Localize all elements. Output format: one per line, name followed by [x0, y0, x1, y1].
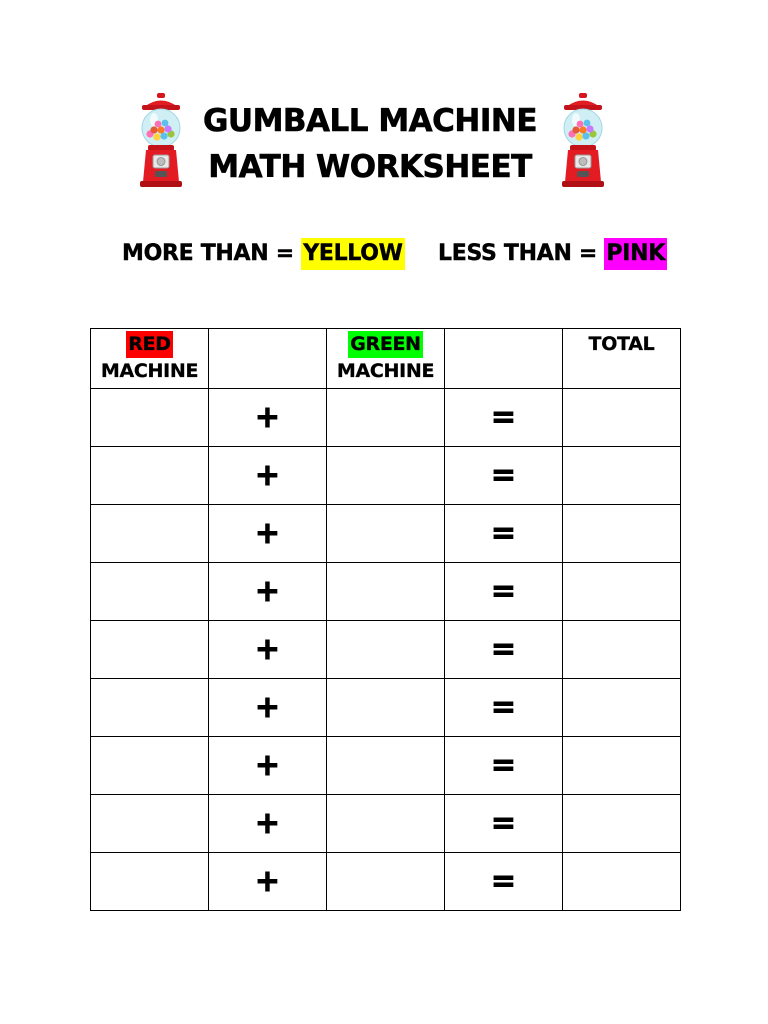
red-answer-cell[interactable] [91, 679, 209, 737]
green-answer-cell[interactable] [327, 737, 445, 795]
equals-sign [445, 447, 563, 505]
plus-sign [209, 795, 327, 853]
plus-sign-glyph: + [254, 515, 281, 551]
equals-sign-glyph: = [490, 573, 517, 609]
green-answer-cell[interactable] [327, 853, 445, 911]
total-answer-cell[interactable] [563, 795, 681, 853]
header-green-word: GREEN [348, 331, 423, 358]
table-row [91, 679, 681, 737]
equals-sign [445, 389, 563, 447]
worksheet-title [190, 98, 550, 190]
title-line-2: MATH WORKSHEET [208, 149, 532, 185]
legend-less-color-word: PINK [604, 238, 667, 270]
table-row [91, 853, 681, 911]
green-answer-cell[interactable] [327, 563, 445, 621]
equals-sign [445, 679, 563, 737]
equals-sign [445, 505, 563, 563]
red-answer-cell[interactable] [91, 621, 209, 679]
header-green-line2: MACHINE [336, 360, 435, 382]
equals-sign-glyph: = [490, 863, 517, 899]
plus-sign-glyph: + [254, 399, 281, 435]
plus-sign [209, 505, 327, 563]
green-answer-cell[interactable] [327, 795, 445, 853]
total-answer-cell[interactable] [563, 447, 681, 505]
total-answer-cell[interactable] [563, 621, 681, 679]
header-red-word: RED [126, 331, 172, 358]
table-row [91, 621, 681, 679]
red-answer-cell[interactable] [91, 795, 209, 853]
plus-sign [209, 853, 327, 911]
total-answer-cell[interactable] [563, 389, 681, 447]
plus-sign [209, 563, 327, 621]
plus-sign-glyph: + [254, 863, 281, 899]
total-answer-cell[interactable] [563, 505, 681, 563]
header-blank-1 [209, 329, 327, 389]
green-answer-cell[interactable] [327, 621, 445, 679]
equals-sign-glyph: = [490, 805, 517, 841]
equals-sign [445, 853, 563, 911]
legend-more-color-word: YELLOW [301, 238, 404, 270]
header-green-machine [327, 329, 445, 389]
table-row [91, 389, 681, 447]
red-answer-cell[interactable] [91, 853, 209, 911]
equals-sign-glyph: = [490, 515, 517, 551]
legend-less-than [438, 238, 667, 270]
gumball-machine-left-icon [136, 92, 186, 188]
header-total-label: TOTAL [588, 333, 655, 355]
equals-sign-glyph: = [490, 399, 517, 435]
plus-sign [209, 621, 327, 679]
plus-sign-glyph: + [254, 689, 281, 725]
equals-sign-glyph: = [490, 689, 517, 725]
header-red-line2: MACHINE [100, 360, 199, 382]
plus-sign-glyph: + [254, 747, 281, 783]
worksheet-table [90, 328, 681, 911]
equals-sign [445, 563, 563, 621]
plus-sign [209, 737, 327, 795]
total-answer-cell[interactable] [563, 737, 681, 795]
plus-sign [209, 447, 327, 505]
equals-sign [445, 737, 563, 795]
equals-sign [445, 621, 563, 679]
equals-sign [445, 795, 563, 853]
table-row [91, 447, 681, 505]
plus-sign-glyph: + [254, 631, 281, 667]
table-row [91, 563, 681, 621]
green-answer-cell[interactable] [327, 679, 445, 737]
green-answer-cell[interactable] [327, 389, 445, 447]
plus-sign [209, 679, 327, 737]
header-red-machine [91, 329, 209, 389]
red-answer-cell[interactable] [91, 563, 209, 621]
title-line-1: GUMBALL MACHINE [202, 103, 538, 139]
header-blank-2 [445, 329, 563, 389]
gumball-machine-right-icon [558, 92, 608, 188]
plus-sign [209, 389, 327, 447]
table-row [91, 795, 681, 853]
plus-sign-glyph: + [254, 457, 281, 493]
total-answer-cell[interactable] [563, 853, 681, 911]
red-answer-cell[interactable] [91, 737, 209, 795]
equals-sign-glyph: = [490, 457, 517, 493]
equals-sign-glyph: = [490, 631, 517, 667]
red-answer-cell[interactable] [91, 505, 209, 563]
plus-sign-glyph: + [254, 573, 281, 609]
plus-sign-glyph: + [254, 805, 281, 841]
table-row [91, 505, 681, 563]
legend-more-than [122, 238, 405, 270]
total-answer-cell[interactable] [563, 679, 681, 737]
legend-less-label: LESS THAN = [438, 241, 598, 266]
table-row [91, 737, 681, 795]
total-answer-cell[interactable] [563, 563, 681, 621]
header-total [563, 329, 681, 389]
green-answer-cell[interactable] [327, 505, 445, 563]
equals-sign-glyph: = [490, 747, 517, 783]
legend-more-label: MORE THAN = [122, 241, 294, 266]
red-answer-cell[interactable] [91, 389, 209, 447]
table-header-row [91, 329, 681, 389]
green-answer-cell[interactable] [327, 447, 445, 505]
red-answer-cell[interactable] [91, 447, 209, 505]
